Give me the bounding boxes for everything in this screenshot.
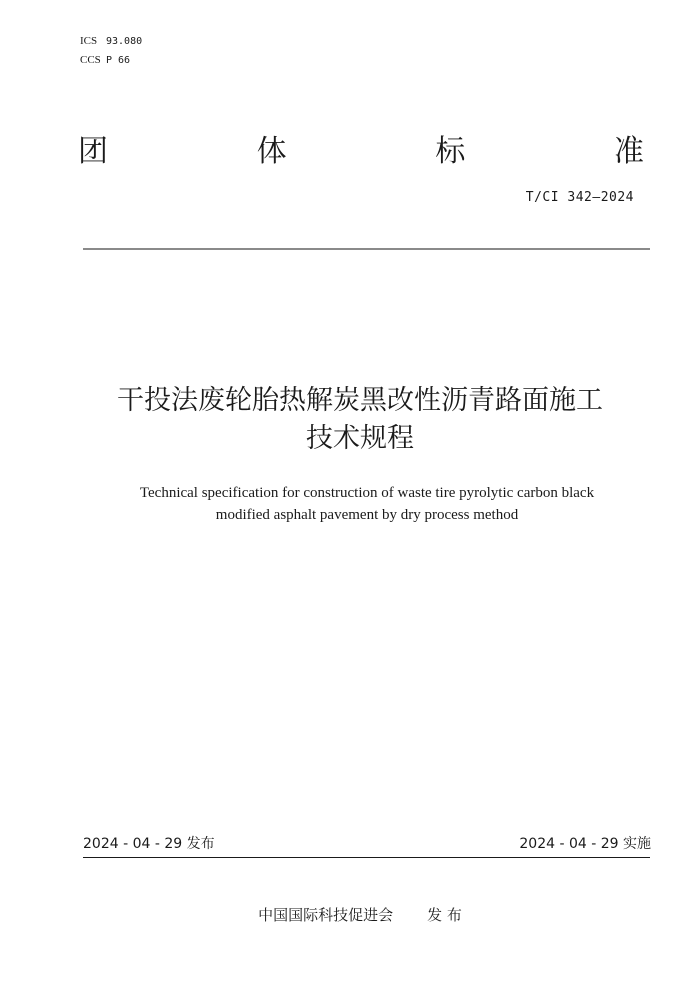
document-title-chinese	[60, 382, 660, 458]
publisher-line	[0, 904, 700, 926]
document-title-english	[60, 482, 674, 526]
standard-number: T/CI 342—2024	[525, 190, 634, 205]
implementation-date: 2024 - 04 - 29 实施	[519, 836, 651, 852]
title-cn-line: 技术规程	[306, 423, 414, 454]
ccs-row	[80, 51, 142, 70]
ccs-label: CCS	[80, 54, 101, 66]
date-row	[83, 834, 651, 854]
standard-type-char: 准	[613, 134, 644, 169]
issue-date: 2024 - 04 - 29 发布	[83, 836, 215, 852]
standard-type-heading	[78, 130, 644, 174]
standard-type-char: 标	[435, 134, 466, 169]
standard-type-char: 团	[78, 134, 108, 169]
title-en-line: modified asphalt pavement by dry process method	[215, 507, 519, 523]
publisher-action: 发 布	[427, 906, 462, 924]
standard-type-char: 体	[256, 134, 287, 169]
ics-value: 93.080	[106, 36, 143, 47]
ics-label: ICS	[80, 35, 98, 47]
title-en-line: Technical specification for construction of waste tire pyrolytic carbon black	[139, 485, 595, 501]
header-divider	[83, 248, 650, 250]
ics-row	[80, 32, 142, 51]
footer-divider	[83, 857, 650, 858]
publisher-organization: 中国国际科技促进会	[258, 906, 394, 924]
ccs-value: P 66	[106, 55, 131, 66]
classification-codes	[80, 32, 142, 70]
title-cn-line: 干投法废轮胎热解炭黑改性沥青路面施工	[117, 385, 603, 416]
